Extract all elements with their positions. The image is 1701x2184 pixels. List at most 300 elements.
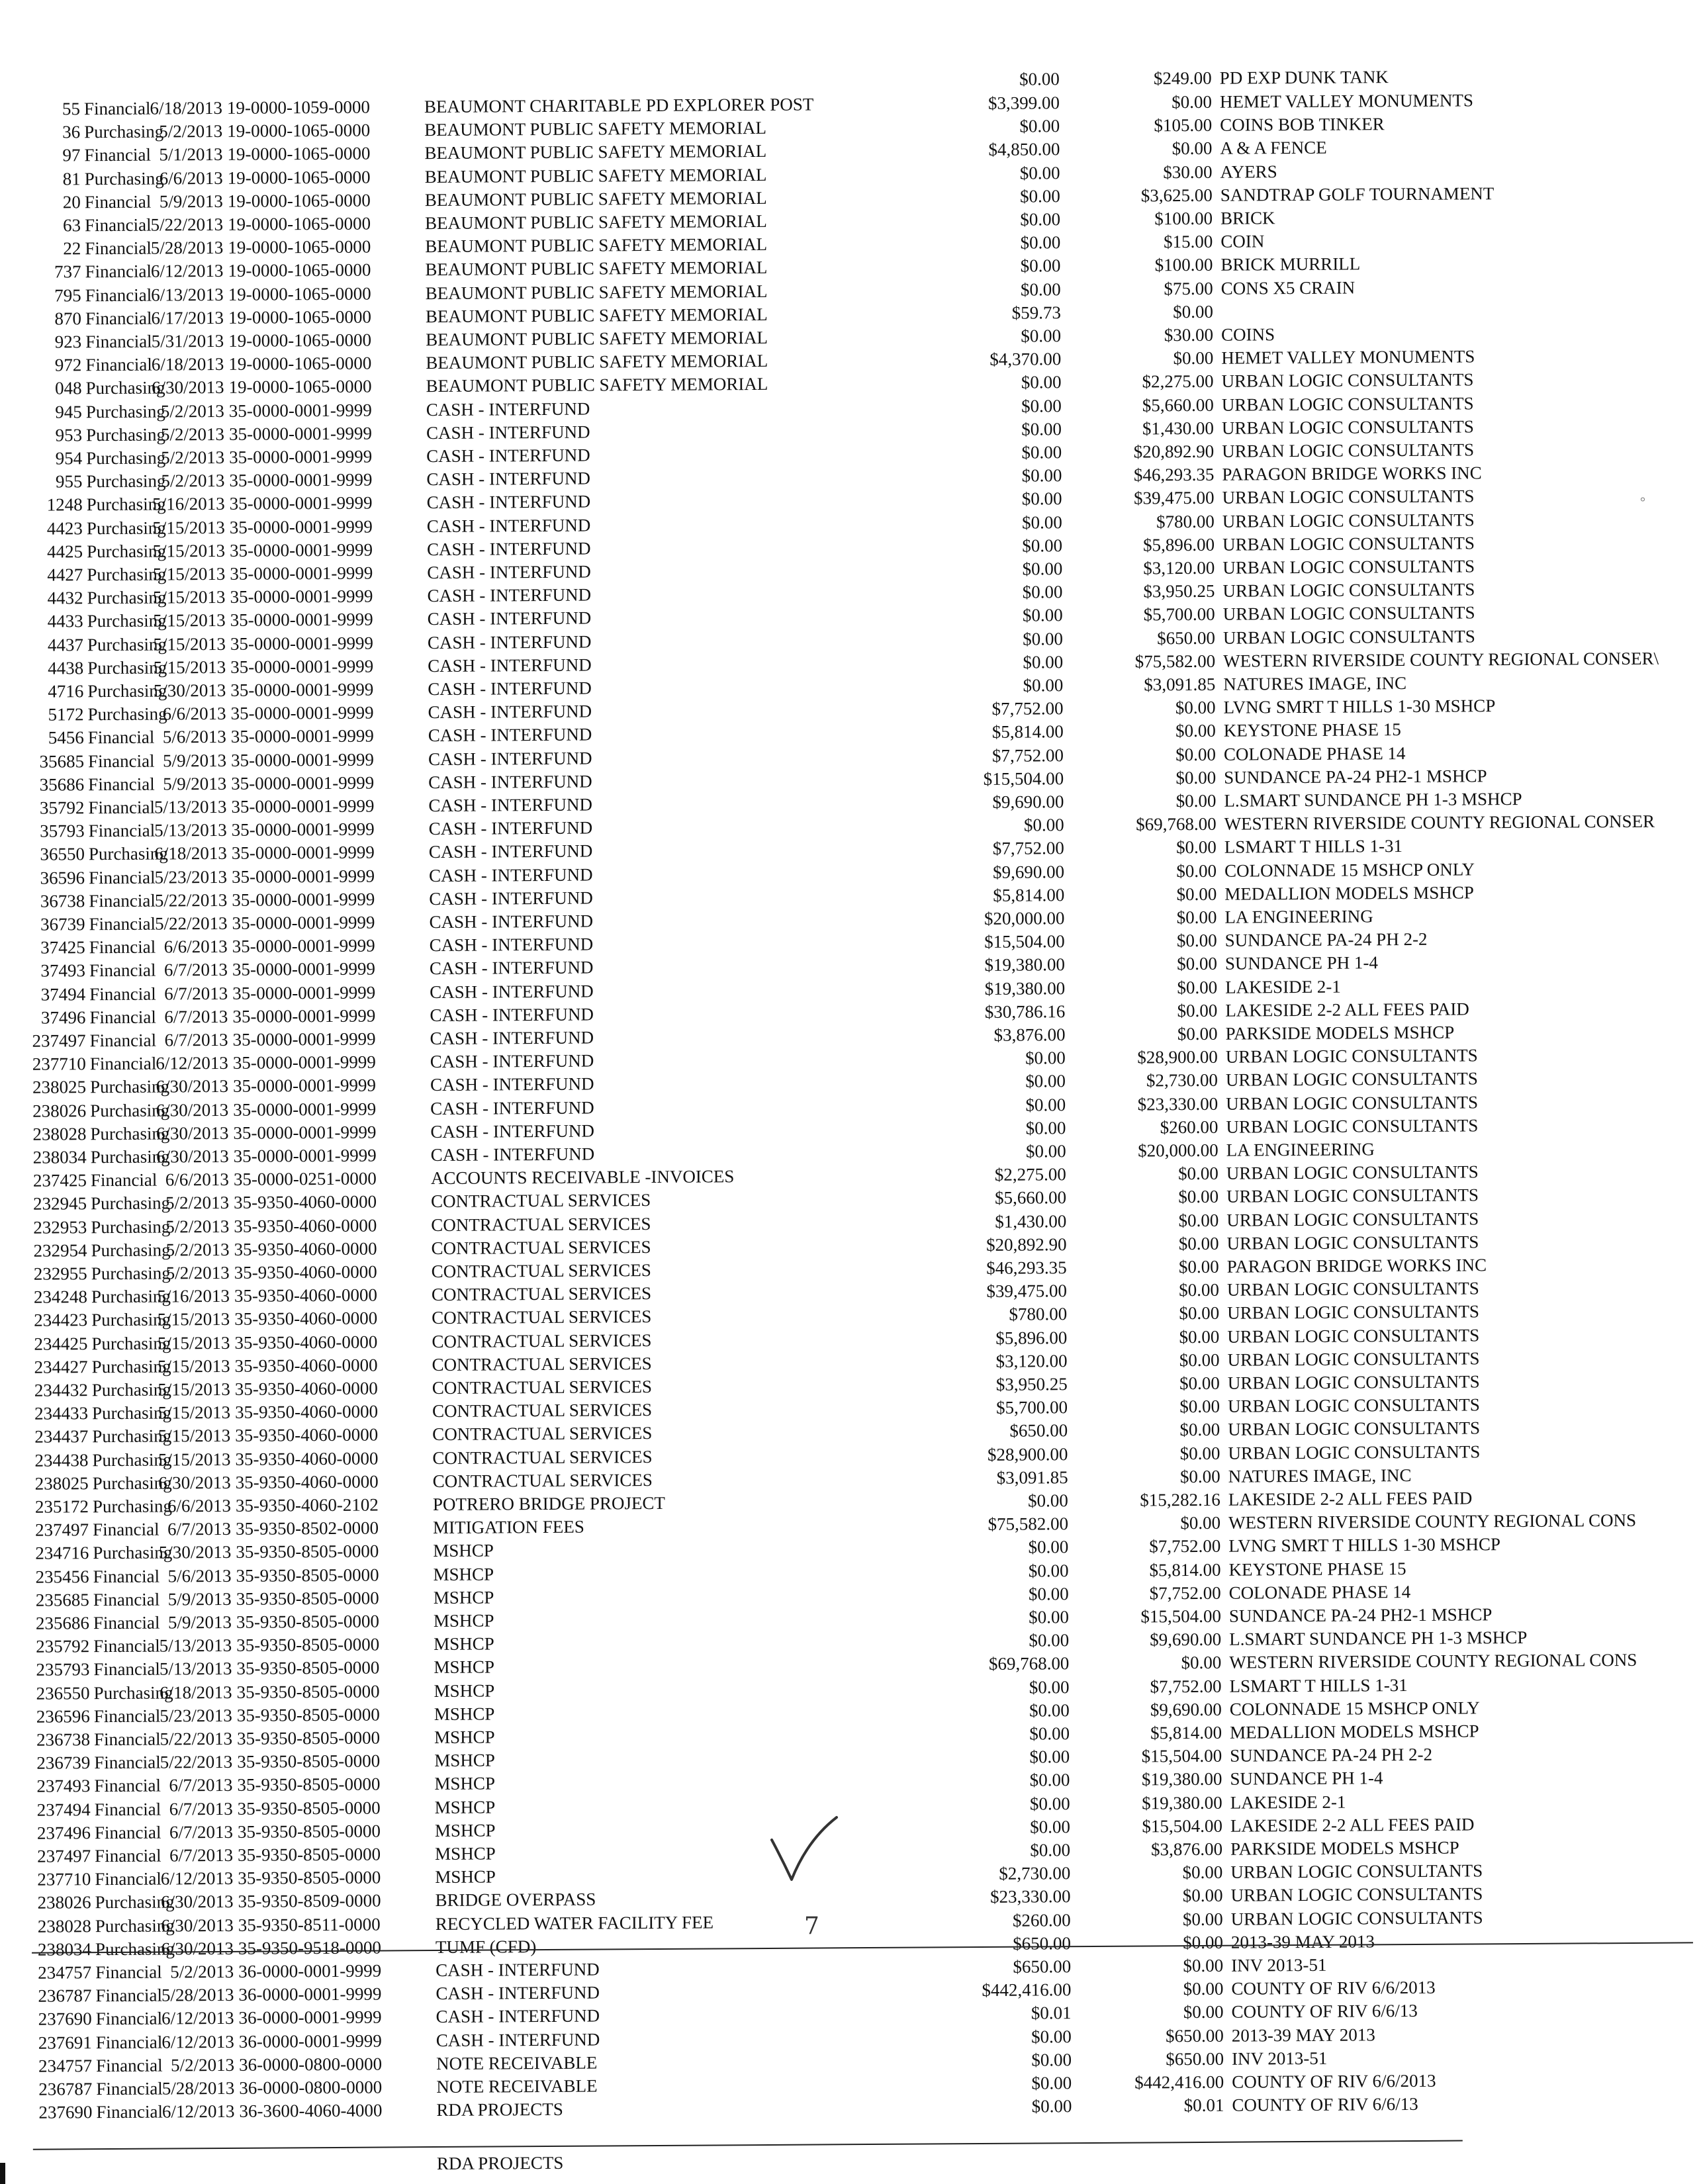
row-debit: $7,752.00 — [991, 745, 1064, 766]
row-date: 5/23/2013 — [154, 866, 228, 887]
row-debit: $0.00 — [1029, 1770, 1070, 1790]
row-date: 6/30/2013 — [156, 1099, 229, 1120]
row-memo: SUNDANCE PA-24 PH 2-2 — [1224, 929, 1428, 950]
row-description: CONTRACTUAL SERVICES — [432, 1400, 653, 1422]
row-credit: $105.00 — [1154, 115, 1213, 136]
row-source: Financial — [85, 238, 152, 259]
row-memo: SUNDANCE PA-24 PH 2-2 — [1230, 1745, 1433, 1766]
scan-edge-bar — [0, 2163, 5, 2184]
row-id: 234427 — [34, 1357, 88, 1377]
row-memo: URBAN LOGIC CONSULTANTS — [1226, 1115, 1479, 1137]
row-memo: COIN — [1220, 231, 1265, 251]
row-id: 37493 — [40, 960, 86, 981]
row-date: 6/7/2013 — [169, 1844, 234, 1866]
row-date: 5/15/2013 — [158, 1426, 231, 1446]
row-account: 35-9350-8505-0000 — [236, 1611, 380, 1632]
row-source: Financial — [95, 1868, 161, 1889]
row-memo: COUNTY OF RIV 6/6/13 — [1232, 2094, 1418, 2115]
row-account: 19-0000-1065-0000 — [227, 120, 371, 142]
row-date: 6/12/2013 — [150, 261, 224, 282]
row-description: CASH - INTERFUND — [427, 584, 592, 606]
row-date: 5/16/2013 — [152, 494, 225, 514]
row-description: CASH - INTERFUND — [436, 2029, 600, 2050]
row-description: MSHCP — [434, 1680, 495, 1701]
row-date: 6/17/2013 — [151, 307, 224, 328]
row-date: 6/30/2013 — [158, 1472, 231, 1493]
row-description: CASH - INTERFUND — [428, 724, 592, 746]
row-date: 5/30/2013 — [153, 680, 226, 701]
row-memo: PARKSIDE MODELS MSHCP — [1230, 1837, 1459, 1859]
row-source: Purchasing — [91, 1333, 171, 1353]
row-id: 237691 — [38, 2032, 92, 2053]
row-source: Financial — [94, 1799, 161, 1819]
row-description: NOTE RECEIVABLE — [436, 2075, 598, 2097]
row-debit: $3,120.00 — [995, 1350, 1068, 1371]
row-debit: $0.00 — [1031, 2026, 1072, 2047]
row-account: 35-0000-0251-0000 — [233, 1168, 377, 1190]
row-account: 35-9350-4060-0000 — [234, 1261, 377, 1283]
row-credit: $0.00 — [1179, 1326, 1220, 1347]
row-description: CONTRACTUAL SERVICES — [432, 1353, 652, 1375]
row-id: 37496 — [40, 1007, 86, 1028]
row-memo: URBAN LOGIC CONSULTANTS — [1226, 1208, 1479, 1230]
row-memo: URBAN LOGIC CONSULTANTS — [1225, 1068, 1478, 1091]
row-memo: WESTERN RIVERSIDE COUNTY REGIONAL CONSER\ — [1223, 648, 1659, 671]
row-debit: $3,091.85 — [996, 1467, 1068, 1488]
row-source: Purchasing — [87, 704, 167, 725]
row-debit: $7,752.00 — [992, 838, 1064, 859]
row-description: CASH - INTERFUND — [436, 2005, 600, 2027]
row-description: CONTRACTUAL SERVICES — [432, 1469, 653, 1491]
row-description: CONTRACTUAL SERVICES — [432, 1446, 653, 1468]
row-account: 19-0000-1065-0000 — [228, 306, 372, 328]
row-id: 235792 — [36, 1636, 90, 1657]
top-line-credit: $249.00 — [1153, 68, 1212, 89]
row-debit: $0.00 — [1028, 1583, 1069, 1604]
row-debit: $0.00 — [1019, 186, 1060, 206]
row-debit: $0.00 — [1020, 232, 1061, 253]
row-credit: $100.00 — [1154, 255, 1213, 275]
row-debit: $0.00 — [1021, 395, 1062, 416]
row-account: 35-0000-0001-9999 — [230, 656, 374, 677]
row-description: MSHCP — [434, 1773, 496, 1794]
row-id: 234438 — [34, 1449, 89, 1471]
row-source: Financial — [89, 936, 156, 958]
row-debit: $5,660.00 — [994, 1187, 1067, 1208]
row-debit: $5,896.00 — [995, 1327, 1068, 1348]
row-description: BEAUMONT PUBLIC SAFETY MEMORIAL — [425, 304, 768, 326]
row-debit: $260.00 — [1012, 1909, 1071, 1931]
row-date: 5/2/2013 — [161, 447, 225, 468]
row-account: 35-0000-0001-9999 — [231, 842, 375, 864]
row-description: MSHCP — [434, 1797, 496, 1817]
row-id: 236550 — [36, 1682, 90, 1704]
row-debit: $0.00 — [1029, 1723, 1070, 1744]
row-account: 35-9350-4060-0000 — [234, 1308, 378, 1330]
stray-mark: ° — [1640, 495, 1645, 510]
row-description: ACCOUNTS RECEIVABLE -INVOICES — [430, 1166, 735, 1189]
row-credit: $0.00 — [1182, 1886, 1223, 1906]
row-description: BEAUMONT PUBLIC SAFETY MEMORIAL — [424, 164, 767, 187]
row-account: 35-9350-8505-0000 — [236, 1541, 379, 1563]
row-id: 234423 — [34, 1310, 88, 1331]
row-credit: $19,380.00 — [1141, 1769, 1222, 1790]
row-description: CONTRACTUAL SERVICES — [432, 1330, 652, 1351]
row-credit: $100.00 — [1154, 208, 1213, 229]
row-credit: $3,120.00 — [1143, 557, 1215, 578]
row-account: 36-0000-0800-0000 — [238, 2054, 383, 2075]
row-debit: $650.00 — [1009, 1420, 1068, 1441]
row-account: 36-0000-0001-9999 — [238, 1960, 382, 1981]
row-debit: $2,730.00 — [999, 1863, 1071, 1884]
row-credit: $2,730.00 — [1146, 1070, 1218, 1091]
row-id: 234437 — [34, 1426, 89, 1447]
row-account: 35-0000-0001-9999 — [232, 982, 376, 1003]
row-source: Purchasing — [85, 424, 166, 445]
row-account: 35-0000-0001-9999 — [231, 819, 375, 841]
row-account: 35-0000-0001-9999 — [232, 935, 375, 957]
row-description: BEAUMONT PUBLIC SAFETY MEMORIAL — [426, 327, 768, 350]
row-credit: $0.00 — [1181, 1653, 1222, 1673]
row-memo: COINS — [1221, 324, 1275, 345]
row-id: 870 — [54, 308, 82, 329]
row-debit: $0.00 — [1021, 372, 1062, 392]
row-account: 35-0000-0001-9999 — [230, 586, 373, 608]
row-memo: PARAGON BRIDGE WORKS INC — [1226, 1255, 1487, 1277]
row-description: CASH - INTERFUND — [428, 701, 592, 723]
row-debit: $7,752.00 — [991, 698, 1064, 719]
row-id: 36550 — [40, 844, 85, 865]
row-id: 236787 — [38, 1985, 92, 2006]
row-credit: $15.00 — [1163, 232, 1213, 252]
row-account: 35-9350-4060-0000 — [234, 1285, 378, 1306]
row-memo: LAKESIDE 2-2 ALL FEES PAID — [1225, 999, 1469, 1021]
row-id: 235456 — [35, 1566, 89, 1587]
row-debit: $0.00 — [1028, 1537, 1069, 1557]
row-id: 20 — [62, 192, 81, 212]
row-debit: $0.00 — [1030, 1816, 1070, 1837]
row-source: Financial — [95, 2032, 163, 2052]
row-date: 5/15/2013 — [158, 1449, 231, 1470]
row-debit: $9,690.00 — [992, 792, 1064, 812]
row-description: CASH - INTERFUND — [429, 864, 593, 886]
row-debit: $46,293.35 — [986, 1257, 1067, 1278]
row-source: Financial — [85, 261, 152, 282]
row-memo: URBAN LOGIC CONSULTANTS — [1230, 1860, 1483, 1882]
row-debit: $59.73 — [1011, 302, 1062, 323]
row-date: 5/15/2013 — [152, 563, 226, 584]
row-credit: $0.00 — [1183, 1978, 1224, 1999]
row-date: 5/22/2013 — [160, 1728, 233, 1749]
row-source: Financial — [85, 331, 152, 352]
row-credit: $0.00 — [1183, 1932, 1224, 1952]
row-id: 4433 — [47, 611, 83, 631]
row-description: CONTRACTUAL SERVICES — [431, 1260, 651, 1282]
row-account: 35-0000-0001-9999 — [228, 400, 372, 421]
row-memo: L.SMART SUNDANCE PH 1-3 MSHCP — [1224, 788, 1522, 811]
row-source: Purchasing — [90, 1123, 170, 1144]
row-account: 35-9350-8505-0000 — [236, 1565, 379, 1586]
row-credit: $0.00 — [1179, 1373, 1220, 1394]
row-account: 35-9350-8505-0000 — [237, 1751, 381, 1772]
row-account: 36-0000-0001-9999 — [238, 1983, 382, 2005]
row-debit: $0.00 — [1031, 2073, 1072, 2093]
row-description: RDA PROJECTS — [436, 2099, 563, 2120]
row-debit: $4,850.00 — [988, 139, 1060, 160]
row-account: 35-0000-0001-9999 — [232, 912, 375, 933]
row-date: 6/18/2013 — [160, 1682, 232, 1703]
row-debit: $650.00 — [1013, 1956, 1072, 1977]
row-id: 81 — [62, 168, 81, 189]
row-debit: $0.00 — [1020, 255, 1061, 276]
row-date: 5/6/2013 — [162, 727, 226, 747]
row-id: 235686 — [35, 1613, 90, 1633]
row-date: 6/6/2013 — [163, 936, 228, 957]
row-credit: $0.00 — [1175, 721, 1216, 741]
row-description: CASH - INTERFUND — [428, 817, 593, 839]
row-source: Purchasing — [90, 1146, 170, 1167]
row-account: 35-9350-9518-0000 — [238, 1937, 382, 1958]
row-credit: $5,814.00 — [1150, 1722, 1222, 1743]
row-source: Financial — [94, 1822, 161, 1843]
row-description: CASH - INTERFUND — [429, 911, 594, 933]
row-account: 35-0000-0001-9999 — [230, 633, 374, 654]
row-credit: $7,752.00 — [1149, 1582, 1221, 1604]
row-id: 237494 — [36, 1799, 91, 1820]
row-source: Purchasing — [91, 1356, 171, 1377]
row-id: 35686 — [39, 774, 85, 795]
row-debit: $0.00 — [1020, 279, 1061, 300]
row-description: CASH - INTERFUND — [430, 1027, 594, 1049]
row-source: Financial — [95, 1985, 162, 2006]
row-date: 5/15/2013 — [153, 633, 226, 655]
row-description: BEAUMONT PUBLIC SAFETY MEMORIAL — [426, 374, 768, 396]
cut-off-desc: RDA PROJECTS — [436, 2152, 564, 2174]
row-id: 236596 — [36, 1706, 90, 1727]
handwritten-mark: 7 — [804, 1913, 819, 1940]
row-debit: $0.01 — [1031, 2003, 1072, 2023]
row-id: 37425 — [40, 937, 85, 958]
row-source: Purchasing — [84, 168, 164, 189]
row-description: CASH - INTERFUND — [430, 981, 594, 1002]
row-account: 35-9350-4060-2102 — [235, 1494, 379, 1516]
row-source: Purchasing — [93, 1682, 173, 1703]
row-id: 237497 — [35, 1520, 89, 1540]
row-date: 5/15/2013 — [152, 517, 225, 538]
row-debit: $2,275.00 — [994, 1164, 1066, 1185]
row-description: MITIGATION FEES — [433, 1516, 584, 1538]
row-source: Financial — [93, 1729, 161, 1750]
row-account: 19-0000-1065-0000 — [227, 167, 371, 188]
row-debit: $15,504.00 — [983, 768, 1064, 789]
row-id: 232953 — [33, 1216, 87, 1238]
row-credit: $9,690.00 — [1150, 1629, 1222, 1650]
row-account: 35-0000-0001-9999 — [229, 469, 373, 491]
row-debit: $0.00 — [1028, 1490, 1068, 1511]
row-description: CASH - INTERFUND — [428, 841, 593, 862]
row-memo: LA ENGINEERING — [1224, 906, 1373, 927]
row-id: 237710 — [37, 1869, 91, 1889]
row-account: 19-0000-1065-0000 — [228, 376, 372, 398]
row-description: BEAUMONT PUBLIC SAFETY MEMORIAL — [424, 210, 767, 234]
row-id: 234432 — [34, 1380, 88, 1400]
row-memo: URBAN LOGIC CONSULTANTS — [1226, 1278, 1479, 1300]
row-debit: $0.00 — [1022, 535, 1063, 556]
row-source: Financial — [84, 214, 152, 236]
row-id: 945 — [55, 401, 82, 422]
row-memo: LVNG SMRT T HILLS 1-30 MSHCP — [1228, 1534, 1501, 1557]
row-id: 235793 — [36, 1659, 90, 1680]
row-account: 35-0000-0001-9999 — [230, 609, 373, 631]
row-credit: $0.00 — [1175, 790, 1217, 811]
row-account: 35-0000-0001-9999 — [230, 563, 373, 584]
row-credit: $15,282.16 — [1140, 1489, 1220, 1510]
row-credit: $0.00 — [1179, 1443, 1220, 1463]
row-id: 237496 — [36, 1823, 91, 1843]
row-source: Financial — [90, 1169, 158, 1191]
row-description: CONTRACTUAL SERVICES — [432, 1306, 652, 1328]
row-credit: $0.00 — [1176, 884, 1217, 904]
row-id: 5456 — [48, 727, 84, 748]
row-date: 5/13/2013 — [159, 1659, 232, 1679]
row-memo: URBAN LOGIC CONSULTANTS — [1227, 1301, 1480, 1324]
row-id: 236787 — [38, 2079, 93, 2099]
row-account: 19-0000-1059-0000 — [226, 97, 371, 118]
row-memo: URBAN LOGIC CONSULTANTS — [1222, 602, 1475, 625]
row-account: 35-0000-0001-9999 — [230, 749, 375, 770]
row-debit: $5,814.00 — [993, 884, 1065, 905]
row-memo: KEYSTONE PHASE 15 — [1223, 719, 1401, 741]
row-memo: INV 2013-51 — [1231, 1954, 1327, 1976]
row-id: 63 — [62, 215, 81, 236]
row-id: 238025 — [32, 1077, 87, 1098]
row-id: 232945 — [33, 1193, 87, 1214]
row-credit: $650.00 — [1166, 2048, 1224, 2070]
row-memo: URBAN LOGIC CONSULTANTS — [1226, 1185, 1479, 1207]
row-source: Purchasing — [86, 518, 166, 538]
row-id: 22 — [63, 238, 81, 259]
row-date: 5/22/2013 — [150, 214, 224, 235]
row-description: BEAUMONT PUBLIC SAFETY MEMORIAL — [426, 351, 768, 373]
row-account: 35-9350-8509-0000 — [238, 1890, 381, 1912]
row-account: 35-9350-8505-0000 — [236, 1681, 380, 1702]
row-memo: SUNDANCE PA-24 PH2-1 MSHCP — [1228, 1604, 1493, 1626]
row-debit: $5,700.00 — [995, 1397, 1068, 1418]
row-date: 5/2/2013 — [165, 1262, 230, 1283]
row-credit: $0.00 — [1183, 2002, 1224, 2023]
row-memo: WESTERN RIVERSIDE COUNTY REGIONAL CONS — [1229, 1650, 1637, 1673]
row-account: 19-0000-1065-0000 — [227, 143, 371, 165]
row-description: CONTRACTUAL SERVICES — [431, 1190, 651, 1212]
row-date: 6/6/2013 — [165, 1169, 229, 1190]
row-description: BRIDGE OVERPASS — [435, 1889, 596, 1911]
row-date: 6/6/2013 — [167, 1495, 231, 1516]
row-description: MSHCP — [433, 1540, 494, 1561]
row-source: Purchasing — [91, 1216, 171, 1237]
row-date: 5/2/2013 — [160, 400, 224, 422]
row-account: 35-9350-8505-0000 — [238, 1844, 381, 1865]
row-source: Financial — [89, 890, 156, 911]
row-description: BEAUMONT PUBLIC SAFETY MEMORIAL — [424, 118, 767, 140]
row-credit: $69,768.00 — [1136, 813, 1217, 835]
row-memo: SUNDANCE PH 1-4 — [1224, 952, 1379, 974]
row-credit: $0.00 — [1172, 138, 1213, 159]
row-memo: COINS BOB TINKER — [1220, 114, 1385, 135]
row-date: 5/15/2013 — [158, 1402, 231, 1423]
row-account: 35-0000-0001-9999 — [233, 1122, 377, 1143]
row-debit: $0.00 — [1021, 326, 1062, 346]
row-description: BEAUMONT PUBLIC SAFETY MEMORIAL — [424, 141, 767, 163]
row-credit: $3,950.25 — [1143, 580, 1215, 602]
row-memo: LSMART T HILLS 1-31 — [1224, 836, 1403, 858]
row-id: 237497 — [32, 1030, 86, 1051]
row-debit: $0.00 — [1022, 512, 1062, 533]
row-credit: $7,752.00 — [1149, 1536, 1221, 1557]
row-source: Financial — [93, 1519, 160, 1540]
row-source: Financial — [89, 1007, 156, 1027]
row-source: Purchasing — [87, 657, 167, 678]
row-description: CONTRACTUAL SERVICES — [431, 1213, 651, 1235]
row-credit: $1,430.00 — [1142, 418, 1215, 439]
row-debit: $0.00 — [1022, 582, 1063, 602]
row-date: 6/7/2013 — [169, 1775, 233, 1796]
row-credit: $30.00 — [1163, 161, 1213, 182]
row-memo: A & A FENCE — [1220, 138, 1327, 159]
row-account: 35-9350-8502-0000 — [236, 1518, 379, 1539]
row-id: 4716 — [48, 681, 84, 702]
row-description: CASH - INTERFUND — [429, 934, 594, 956]
row-source: Purchasing — [95, 1938, 175, 1959]
row-source: Financial — [95, 2055, 163, 2075]
row-account: 35-9350-4060-0000 — [234, 1378, 378, 1399]
row-id: 237493 — [36, 1776, 91, 1797]
row-id: 238026 — [32, 1100, 87, 1121]
row-debit: $0.00 — [1022, 559, 1063, 579]
row-account: 35-9350-4060-0000 — [234, 1191, 377, 1213]
row-date: 6/7/2013 — [164, 983, 228, 1004]
row-description: CASH - INTERFUND — [430, 1004, 594, 1025]
row-debit: $19,380.00 — [984, 954, 1066, 976]
row-credit: $650.00 — [1165, 2025, 1224, 2046]
row-account: 35-9350-4060-0000 — [234, 1401, 379, 1423]
row-debit: $0.00 — [1029, 1793, 1070, 1814]
row-date: 5/2/2013 — [160, 424, 225, 445]
row-debit: $0.00 — [1025, 1071, 1066, 1091]
row-memo: URBAN LOGIC CONSULTANTS — [1226, 1161, 1479, 1183]
row-date: 6/18/2013 — [150, 97, 223, 118]
row-account: 19-0000-1065-0000 — [227, 190, 371, 211]
row-account: 35-0000-0001-9999 — [231, 796, 375, 817]
row-source: Financial — [94, 1775, 161, 1796]
row-debit: $0.00 — [1023, 815, 1064, 835]
row-memo: LAKESIDE 2-1 — [1230, 1792, 1346, 1813]
row-date: 5/13/2013 — [159, 1635, 232, 1656]
row-source: Purchasing — [86, 494, 166, 515]
row-source: Purchasing — [95, 1891, 175, 1913]
row-memo: PARKSIDE MODELS MSHCP — [1225, 1022, 1455, 1044]
row-description: CONTRACTUAL SERVICES — [432, 1423, 653, 1445]
row-source: Financial — [93, 1612, 160, 1633]
row-memo: L.SMART SUNDANCE PH 1-3 MSHCP — [1229, 1627, 1528, 1649]
row-source: Purchasing — [87, 680, 167, 702]
row-id: 4432 — [47, 588, 83, 608]
row-source: Financial — [85, 285, 152, 305]
row-date: 5/9/2013 — [167, 1612, 232, 1633]
row-memo: URBAN LOGIC CONSULTANTS — [1230, 1907, 1483, 1929]
row-date: 5/2/2013 — [170, 1961, 234, 1982]
row-date: 5/6/2013 — [167, 1565, 232, 1586]
row-account: 35-9350-8505-0000 — [237, 1774, 381, 1796]
